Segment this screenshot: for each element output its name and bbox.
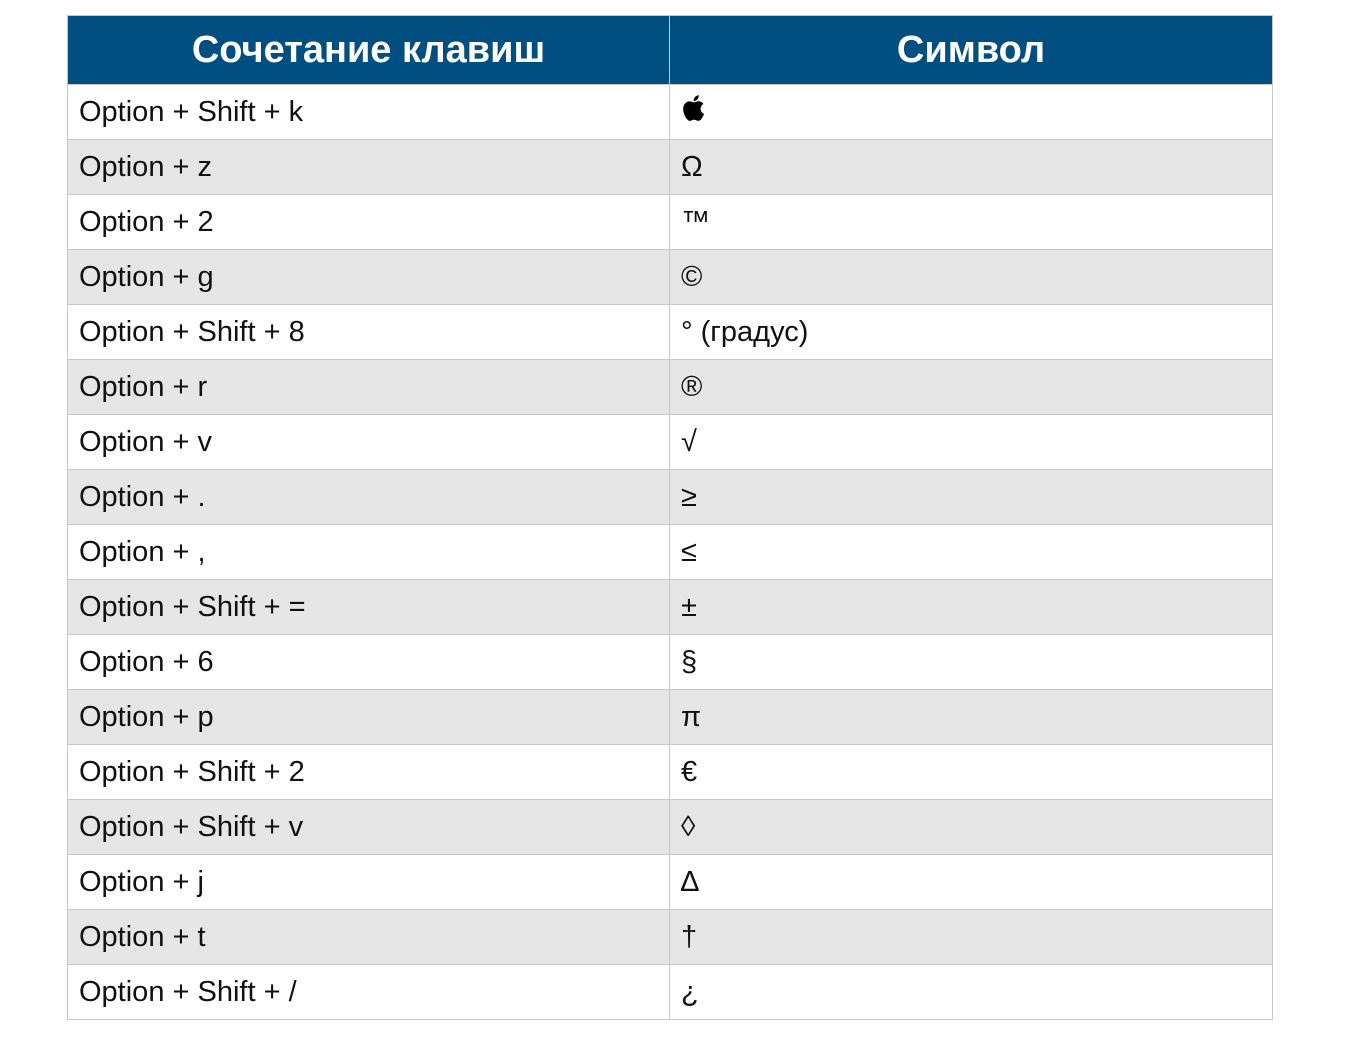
table-row	[68, 690, 1273, 745]
table-row	[68, 965, 1273, 1020]
table-row	[68, 910, 1273, 965]
table-row	[68, 525, 1273, 580]
table-row	[68, 305, 1273, 360]
table-row	[68, 140, 1273, 195]
table-row	[68, 745, 1273, 800]
table-row	[68, 85, 1273, 140]
shortcuts-table	[67, 15, 1273, 1020]
header-symbol: Символ	[670, 16, 1273, 85]
key-combination-cell: Option + Shift + v	[68, 800, 670, 855]
key-combination-cell: Option + g	[68, 250, 670, 305]
symbol-cell: ◊	[670, 800, 1273, 855]
symbol-cell: ©	[670, 250, 1273, 305]
table-row	[68, 195, 1273, 250]
key-combination-cell: Option + 2	[68, 195, 670, 250]
key-combination-cell: Option + t	[68, 910, 670, 965]
table-row	[68, 800, 1273, 855]
apple-logo-icon	[681, 94, 705, 130]
shortcuts-table-container	[67, 15, 1272, 1020]
table-row	[68, 635, 1273, 690]
symbol-cell: √	[670, 415, 1273, 470]
symbol-cell: ≤	[670, 525, 1273, 580]
key-combination-cell: Option + Shift + 8	[68, 305, 670, 360]
symbol-cell: ®	[670, 360, 1273, 415]
symbol-cell: §	[670, 635, 1273, 690]
key-combination-cell: Option + .	[68, 470, 670, 525]
symbol-cell: π	[670, 690, 1273, 745]
symbol-cell: ∆	[670, 855, 1273, 910]
key-combination-cell: Option + Shift + =	[68, 580, 670, 635]
table-header-row	[68, 16, 1273, 85]
key-combination-cell: Option + Shift + /	[68, 965, 670, 1020]
header-key-combination: Сочетание клавиш	[68, 16, 670, 85]
symbol-cell: ° (градус)	[670, 305, 1273, 360]
table-row	[68, 360, 1273, 415]
symbol-cell: †	[670, 910, 1273, 965]
symbol-cell: Ω	[670, 140, 1273, 195]
key-combination-cell: Option + p	[68, 690, 670, 745]
symbol-cell: ≥	[670, 470, 1273, 525]
key-combination-cell: Option + Shift + k	[68, 85, 670, 140]
table-row	[68, 470, 1273, 525]
table-row	[68, 855, 1273, 910]
key-combination-cell: Option + v	[68, 415, 670, 470]
key-combination-cell: Option + 6	[68, 635, 670, 690]
key-combination-cell: Option + z	[68, 140, 670, 195]
key-combination-cell: Option + r	[68, 360, 670, 415]
table-row	[68, 580, 1273, 635]
key-combination-cell: Option + Shift + 2	[68, 745, 670, 800]
symbol-cell: ™	[670, 195, 1273, 250]
table-row	[68, 415, 1273, 470]
key-combination-cell: Option + ,	[68, 525, 670, 580]
symbol-cell: ¿	[670, 965, 1273, 1020]
table-row	[68, 250, 1273, 305]
symbol-cell: ±	[670, 580, 1273, 635]
key-combination-cell: Option + j	[68, 855, 670, 910]
symbol-cell: €	[670, 745, 1273, 800]
symbol-cell	[670, 85, 1273, 140]
